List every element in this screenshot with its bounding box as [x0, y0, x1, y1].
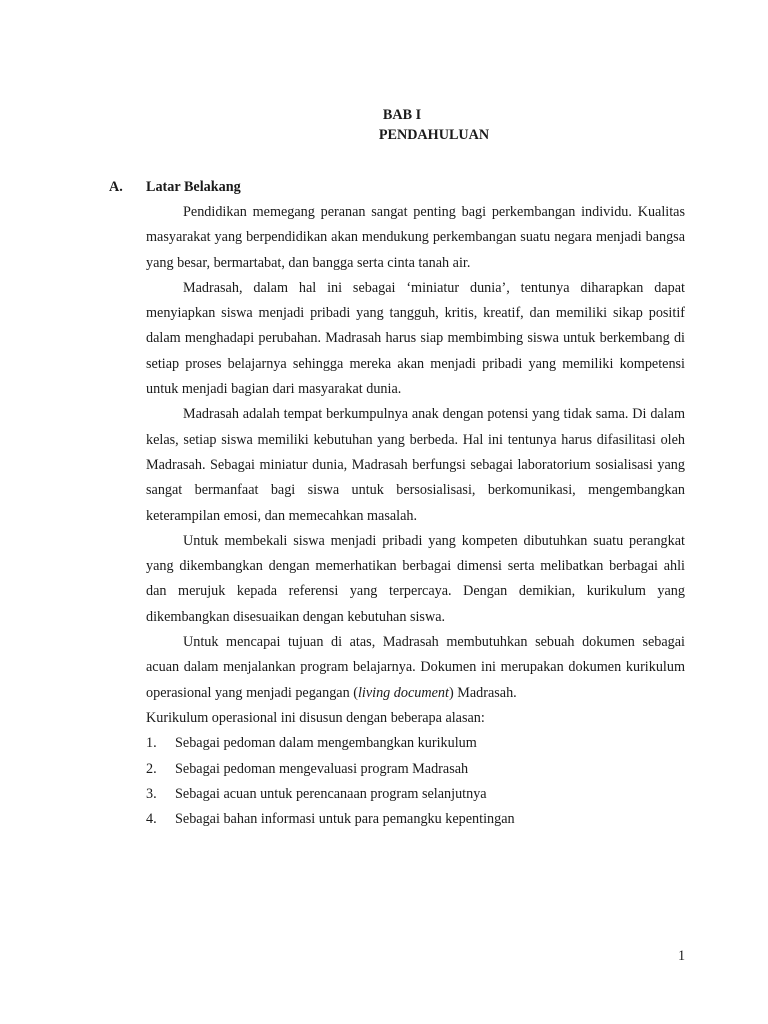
paragraph-1: Pendidikan memegang peranan sangat penting bagi perkembangan individu. Kualitas masyarakat yang berpendidikan akan mendukung perkembangan suatu negara menjadi bangsa yang besar, bermartabat, dan bangga serta cinta tanah air.	[146, 204, 685, 271]
paragraph-4: Untuk membekali siswa menjadi pribadi yang kompeten dibutuhkan suatu perangkat yang dikembangkan dengan memerhatikan berbagai dimensi serta melibatkan berbagai ahli dan merujuk kepada referensi yang terpercaya. Dengan demikian, kurikulum yang dikembangkan disesuaikan dengan kebutuhan siswa.	[146, 532, 685, 625]
list-item	[146, 757, 685, 782]
paragraph-2: Madrasah, dalam hal ini sebagai ‘miniatur dunia’, tentunya diharapkan dapat menyiapkan siswa menjadi pribadi yang tangguh, kritis, kreatif, dan memiliki sikap positif dalam menghadapi perubahan. Madrasah harus siap membimbing siswa untuk berkembang di setiap proses belajarnya sehingga mereka akan menjadi pribadi yang memiliki kompetensi untuk menjadi bagian dari masyarakat dunia.	[146, 279, 685, 398]
list-item-text: Sebagai pedoman dalam mengembangkan kurikulum	[175, 735, 477, 752]
list-item-number: 3.	[146, 785, 157, 802]
list-item	[146, 782, 685, 807]
list-item-text: Sebagai acuan untuk perencanaan program selanjutnya	[175, 785, 487, 802]
list-item-text: Sebagai pedoman mengevaluasi program Madrasah	[175, 760, 469, 777]
paragraph-5	[146, 630, 685, 706]
chapter-number: BAB I	[382, 107, 422, 123]
list-item-number: 1.	[146, 735, 157, 752]
section-title: Latar Belakang	[146, 179, 241, 195]
paragraph-5-text-end: ) Madrasah.	[448, 684, 517, 701]
chapter-title: PENDAHULUAN	[378, 127, 490, 143]
paragraph-3: Madrasah adalah tempat berkumpulnya anak dengan potensi yang tidak sama. Di dalam kelas, setiap siswa memiliki kebutuhan yang berbeda. Hal ini tentunya harus difasilitasi oleh Madrasah. Sebagai miniatur dunia, Madrasah berfungsi sebagai laboratorium sosialisasi yang sangat bermanfaat bagi siswa untuk bersosialisasi, berkomunikasi, mengembangkan keterampilan emosi, dan memecahkan masalah.	[146, 406, 685, 524]
list-item-number: 4.	[146, 811, 157, 828]
list-item-text: Sebagai bahan informasi untuk para pemangku kepentingan	[175, 811, 515, 828]
paragraph-5-text-start: Untuk mencapai tujuan di atas, Madrasah membutuhkan sebuah dokumen sebagai acuan dalam menjalankan program belajarnya. Dokumen ini merupakan dokumen kurikulum operasional yang menjadi pegangan (	[146, 634, 685, 701]
section-number: A.	[109, 179, 123, 195]
list-item	[146, 807, 685, 832]
list-item	[146, 731, 685, 756]
page-number: 1	[678, 948, 686, 964]
reasons-list	[146, 731, 685, 832]
body-text	[146, 200, 685, 832]
list-intro: Kurikulum operasional ini disusun dengan beberapa alasan:	[146, 709, 485, 726]
paragraph-5-italic-term: living document	[357, 684, 449, 701]
list-item-number: 2.	[146, 760, 157, 777]
